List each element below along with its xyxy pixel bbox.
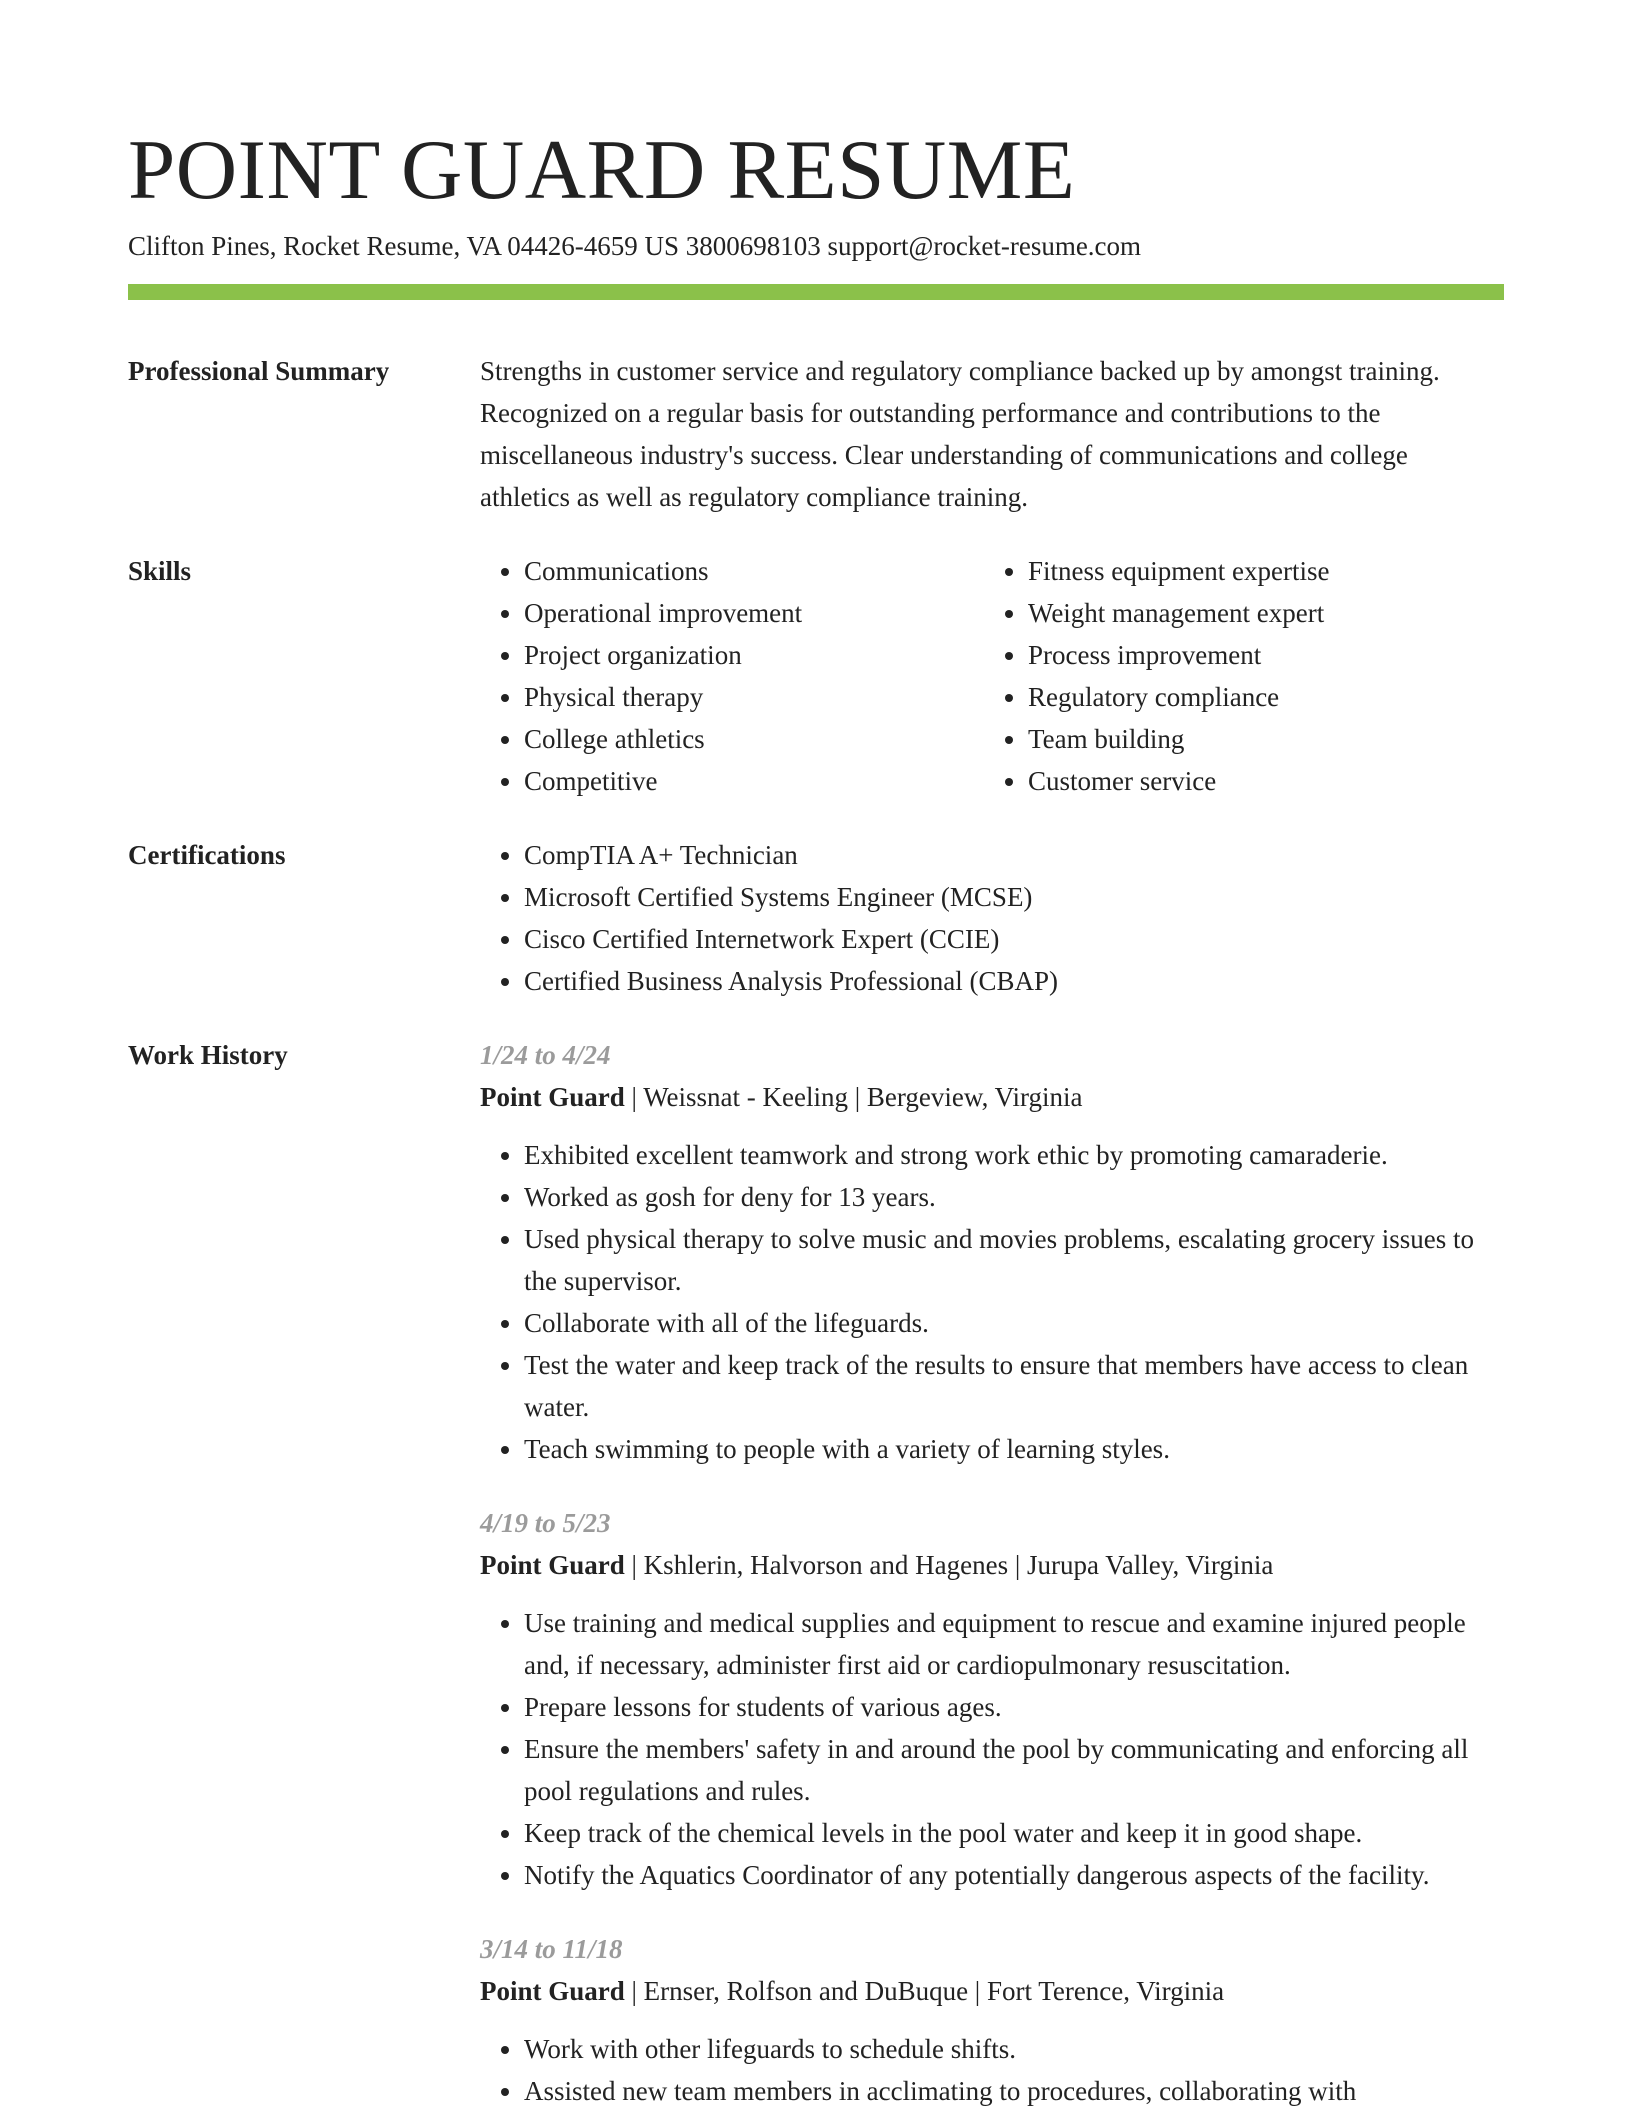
skill-item: • Weight management expert xyxy=(1028,592,1488,634)
certification-item: • CompTIA A+ Technician xyxy=(524,834,1504,876)
skill-item: • Team building xyxy=(1028,718,1488,760)
resume-page xyxy=(128,0,1504,2112)
certification-item: • Certified Business Analysis Professional (CBAP) xyxy=(524,960,1504,1002)
skills-columns xyxy=(480,550,1504,802)
certifications-label: Certifications xyxy=(128,840,286,870)
job-entry xyxy=(480,1502,1504,1896)
job-bullet: • Used physical therapy to solve music and movies problems, escalating grocery issues to the supervisor. xyxy=(524,1218,1504,1302)
job-bullet: • Prepare lessons for students of various ages. xyxy=(524,1686,1504,1728)
work-history-label: Work History xyxy=(128,1040,288,1070)
job-dates: 4/19 to 5/23 xyxy=(480,1508,611,1538)
certification-item: • Microsoft Certified Systems Engineer (MCSE) xyxy=(524,876,1504,918)
job-bullet: • Exhibited excellent teamwork and strong work ethic by promoting camaraderie. xyxy=(524,1134,1504,1176)
job-bullet: • Ensure the members' safety in and around the pool by communicating and enforcing all pool regulations and rules. xyxy=(524,1728,1504,1812)
job-details: | Weissnat - Keeling | Bergeview, Virginia xyxy=(624,1082,1083,1112)
job-bullet: • Keep track of the chemical levels in the pool water and keep it in good shape. xyxy=(524,1812,1504,1854)
job-bullet: • Use training and medical supplies and equipment to rescue and examine injured people and, if necessary, administer first aid or cardiopulmonary resuscitation. xyxy=(524,1602,1504,1686)
certifications-list xyxy=(480,834,1504,1002)
job-entry xyxy=(480,1928,1504,2112)
job-bullet: • Collaborate with all of the lifeguards. xyxy=(524,1302,1504,1344)
job-title: Point Guard xyxy=(480,1082,625,1112)
job-entry xyxy=(480,1034,1504,1470)
job-title-line xyxy=(480,1544,1504,1586)
summary-text: Strengths in customer service and regulatory compliance backed up by amongst training. Recognized on a regular basis for outstanding performance and contributions to the miscellaneous industry's success. Clear understanding of communications and college athletics as well as regulatory compliance training. xyxy=(480,356,1440,512)
job-details: | Kshlerin, Halvorson and Hagenes | Jurupa Valley, Virginia xyxy=(624,1550,1274,1580)
skill-item: • Fitness equipment expertise xyxy=(1028,550,1488,592)
contact-line: Clifton Pines, Rocket Resume, VA 04426-4659 US 3800698103 support@rocket-resume.com xyxy=(128,231,1142,261)
header-divider xyxy=(128,284,1504,300)
skill-item: • Project organization xyxy=(524,634,984,676)
skills-column-2 xyxy=(984,550,1488,802)
skills-column-1 xyxy=(480,550,984,802)
skill-item: • Regulatory compliance xyxy=(1028,676,1488,718)
job-bullet: • Notify the Aquatics Coordinator of any potentially dangerous aspects of the facility. xyxy=(524,1854,1504,1896)
job-bullet: • Test the water and keep track of the results to ensure that members have access to clean water. xyxy=(524,1344,1504,1428)
job-bullet: • Work with other lifeguards to schedule shifts. xyxy=(524,2028,1504,2070)
skill-item: • Competitive xyxy=(524,760,984,802)
skill-item: • Customer service xyxy=(1028,760,1488,802)
job-title-line xyxy=(480,1076,1504,1118)
job-bullet: • Teach swimming to people with a variety of learning styles. xyxy=(524,1428,1504,1470)
work-history-body xyxy=(480,1034,1504,2112)
skill-item: • Process improvement xyxy=(1028,634,1488,676)
certification-item: • Cisco Certified Internetwork Expert (CCIE) xyxy=(524,918,1504,960)
job-dates: 1/24 to 4/24 xyxy=(480,1040,611,1070)
skill-item: • Operational improvement xyxy=(524,592,984,634)
skills-label: Skills xyxy=(128,556,192,586)
job-details: | Ernser, Rolfson and DuBuque | Fort Terence, Virginia xyxy=(624,1976,1225,2006)
skill-item: • Communications xyxy=(524,550,984,592)
certifications-section xyxy=(128,802,1504,1002)
skills-section xyxy=(128,518,1504,802)
job-bullet: • Assisted new team members in acclimating to procedures, collaborating with xyxy=(524,2070,1504,2112)
job-dates: 3/14 to 11/18 xyxy=(480,1934,623,1964)
certifications-body xyxy=(480,834,1504,1002)
resume-title: POINT GUARD RESUME xyxy=(128,123,1076,217)
work-history-section xyxy=(128,1002,1504,2112)
skill-item: • Physical therapy xyxy=(524,676,984,718)
job-title: Point Guard xyxy=(480,1550,625,1580)
skill-item: • College athletics xyxy=(524,718,984,760)
summary-label: Professional Summary xyxy=(128,356,390,386)
job-title-line xyxy=(480,1970,1504,2012)
job-bullets xyxy=(480,1602,1504,1896)
job-bullet: • Worked as gosh for deny for 13 years. xyxy=(524,1176,1504,1218)
job-bullets xyxy=(480,1134,1504,1470)
job-bullets xyxy=(480,2028,1504,2112)
summary-section xyxy=(128,300,1504,518)
job-title: Point Guard xyxy=(480,1976,625,2006)
